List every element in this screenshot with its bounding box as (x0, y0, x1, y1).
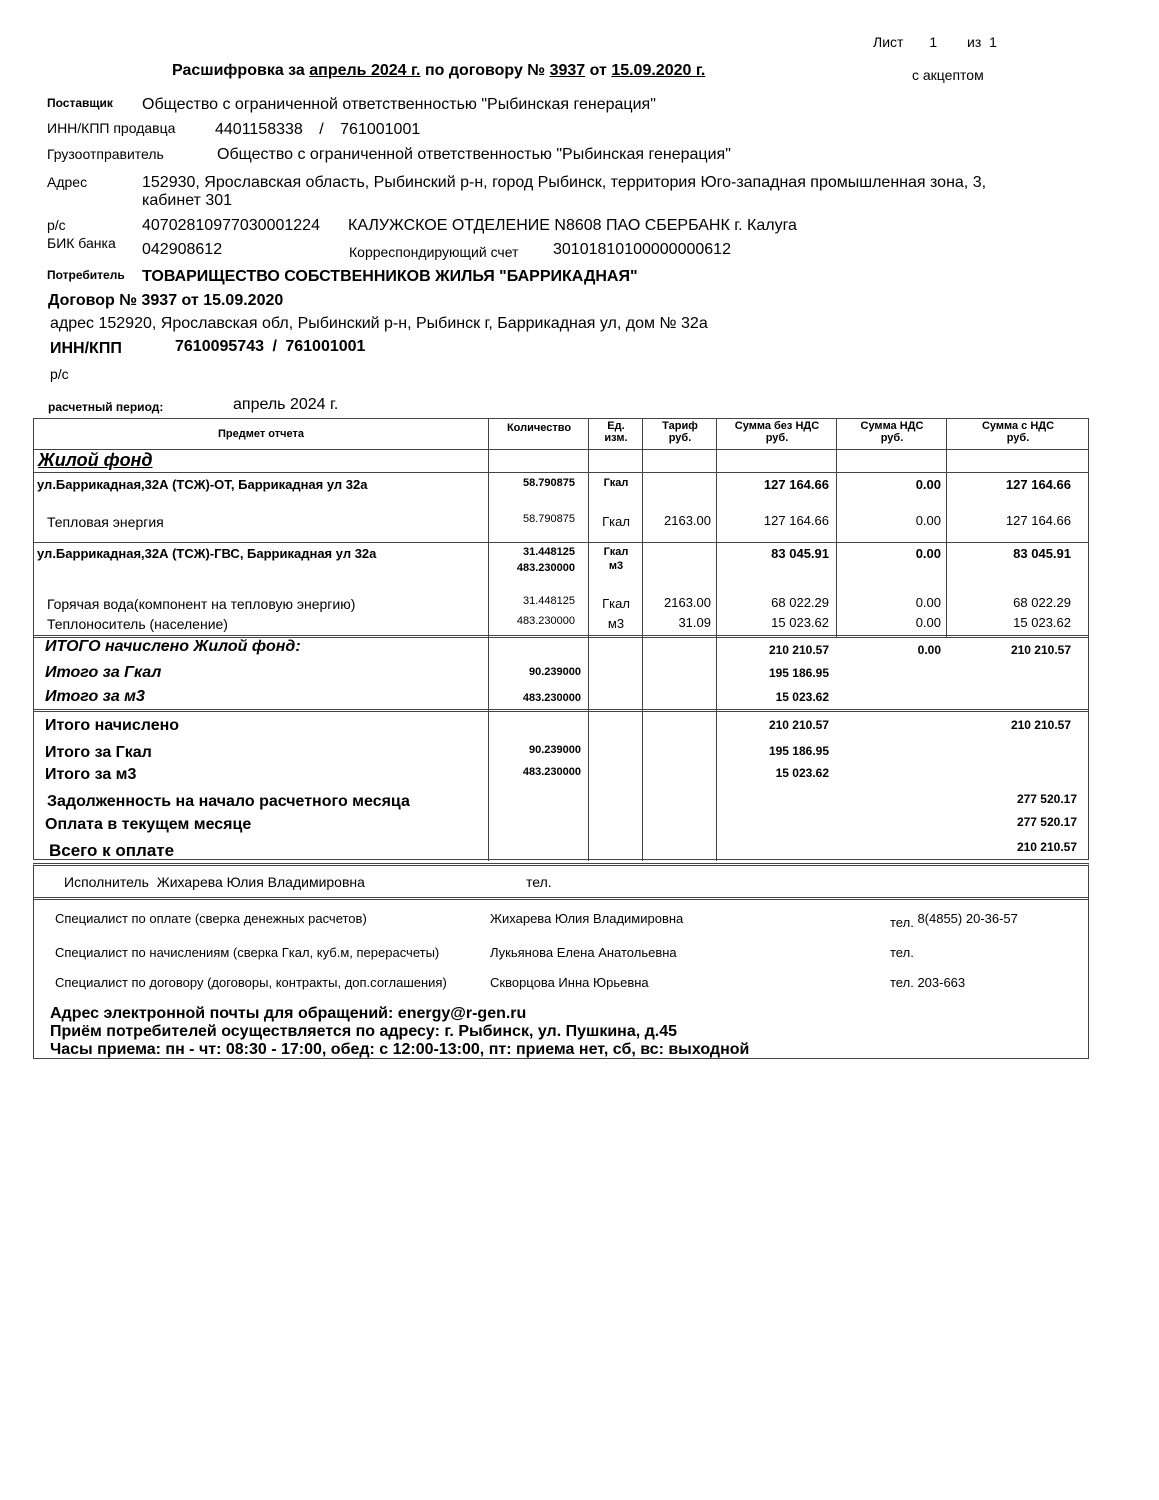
row-unit: м3 (607, 616, 625, 631)
supplier-address-line2: кабинет 301 (142, 192, 233, 209)
header-gross (947, 420, 1089, 444)
contact-role: Специалист по договору (договоры, контракты, доп.соглашения) (55, 975, 447, 990)
row-vat: 0.00 (915, 513, 941, 528)
account-label: р/с (47, 217, 66, 233)
row-gross: 68 022.29 (1013, 595, 1071, 610)
header-tariff (643, 420, 717, 444)
row-qty-secondary: 483.230000 (516, 562, 575, 574)
row-net: 68 022.29 (771, 595, 829, 610)
section-title: Жилой фонд (38, 450, 153, 470)
title-mid: по договору № (424, 62, 546, 79)
of-label: из (967, 34, 982, 50)
separator: / (272, 338, 277, 355)
executor (64, 874, 365, 890)
contact-role: Специалист по начислениям (сверка Гкал, куб.м, перерасчеты) (55, 945, 440, 960)
row-tariff: 2163.00 (664, 513, 711, 528)
title-from: от (589, 62, 607, 79)
period-value: апрель 2024 г. (233, 396, 339, 413)
tel-label: тел. (890, 945, 914, 960)
section-gcal-label: Итого за Гкал (45, 664, 162, 681)
consumer-kpp: 761001001 (285, 338, 366, 355)
row-unit: Гкал (602, 596, 630, 611)
section-gcal-net: 195 186.95 (768, 666, 829, 680)
row-net: 127 164.66 (763, 513, 829, 528)
executor-label: Исполнитель (64, 874, 149, 890)
section-total-label: ИТОГО начислено Жилой фонд: (45, 638, 301, 655)
period-label: расчетный период: (48, 400, 164, 414)
address-label: Адрес (47, 174, 88, 190)
supplier-bik: 042908612 (142, 241, 223, 258)
row-divider (34, 472, 1088, 473)
grand-m3-qty: 483.230000 (522, 766, 581, 778)
row-gross: 127 164.66 (1005, 513, 1071, 528)
row-gross: 127 164.66 (1005, 477, 1071, 492)
grand-total-gross: 210 210.57 (1010, 718, 1071, 732)
grand-gcal-qty: 90.239000 (529, 744, 581, 756)
row-net: 127 164.66 (763, 477, 829, 492)
tel-value: 8(4855) 20-36-57 (917, 911, 1018, 926)
header-unit (589, 420, 643, 444)
row-vat: 0.00 (915, 477, 941, 492)
row-unit-secondary: м3 (608, 560, 624, 572)
hours-line: Часы приема: пн - чт: 08:30 - 17:00, обед: с 12:00-13:00, пт: приема нет, сб, вс: выходной (50, 1041, 750, 1058)
header-tariff-line2: руб. (668, 432, 692, 444)
consumer-inn-kpp (175, 338, 365, 356)
consumer-address: адрес 152920, Ярославская обл, Рыбинский р-н, Рыбинск г, Баррикадная ул, дом № 32а (50, 315, 708, 332)
section-total-gross: 210 210.57 (1010, 643, 1071, 657)
row-qty: 58.790875 (523, 513, 575, 525)
paid-value: 277 520.17 (1016, 815, 1077, 829)
consumer-inn-label: ИНН/КПП (50, 340, 122, 357)
grand-m3-net: 15 023.62 (775, 766, 829, 780)
paid-label: Оплата в текущем месяце (45, 816, 252, 833)
supplier-inn-label: ИНН/КПП продавца (47, 120, 176, 136)
sheet-total: 1 (989, 34, 997, 50)
section-m3-label: Итого за м3 (45, 688, 145, 705)
grand-total-label: Итого начислено (45, 717, 180, 734)
supplier-inn-kpp (215, 121, 420, 139)
row-tariff: 2163.00 (664, 595, 711, 610)
row-divider (34, 449, 1088, 450)
row-name: Теплоноситель (население) (47, 616, 228, 632)
grand-total-net: 210 210.57 (768, 718, 829, 732)
title-contract-no: 3937 (549, 62, 586, 79)
contact-name: Скворцова Инна Юрьевна (490, 975, 649, 990)
separator: / (319, 121, 324, 138)
row-name: ул.Баррикадная,32А (ТСЖ)-ГВС, Баррикадная ул 32а (37, 546, 377, 561)
header-subject: Предмет отчета (218, 428, 304, 440)
debt-label: Задолженность на начало расчетного месяца (47, 793, 410, 810)
row-name: ул.Баррикадная,32А (ТСЖ)-ОТ, Баррикадная ул 32а (37, 477, 368, 492)
section-m3-qty: 483.230000 (522, 692, 581, 704)
executor-name: Жихарева Юлия Владимировна (156, 874, 365, 890)
header-net-line1: Сумма без НДС (734, 420, 820, 432)
row-qty: 31.448125 (523, 546, 575, 558)
page-title (172, 62, 705, 80)
contact-tel (890, 975, 965, 990)
row-divider (34, 709, 1088, 712)
row-qty: 31.448125 (523, 595, 575, 607)
header-tariff-line1: Тариф (662, 420, 698, 432)
supplier-name: Общество с ограниченной ответственностью "Рыбинская генерация" (142, 96, 656, 113)
grand-gcal-net: 195 186.95 (768, 744, 829, 758)
supplier-label: Поставщик (47, 96, 113, 110)
footer-info (50, 1005, 749, 1059)
row-unit: Гкал (603, 546, 629, 558)
row-qty: 58.790875 (523, 477, 575, 489)
due-value: 210 210.57 (1016, 840, 1077, 854)
supplier-inn: 4401158338 (215, 121, 303, 138)
consumer-account-label: р/с (50, 366, 69, 382)
supplier-account: 40702810977030001224 (142, 217, 320, 234)
grand-gcal-label: Итого за Гкал (45, 744, 152, 761)
header-vat-line1: Сумма НДС (860, 420, 924, 432)
header-vat-line2: руб. (880, 432, 904, 444)
row-vat: 0.00 (915, 595, 941, 610)
row-qty: 483.230000 (516, 615, 575, 627)
shipper-name: Общество с ограниченной ответственностью "Рыбинская генерация" (217, 146, 731, 163)
sheet-label: Лист (873, 34, 904, 50)
header-unit-line1: Ед. (607, 420, 625, 432)
contact-name: Жихарева Юлия Владимировна (490, 911, 684, 926)
shipper-label: Грузоотправитель (47, 146, 164, 162)
section-total-net: 210 210.57 (768, 643, 829, 657)
reception-line: Приём потребителей осуществляется по адресу: г. Рыбинск, ул. Пушкина, д.45 (50, 1023, 678, 1040)
header-qty: Количество (506, 422, 572, 434)
sheet-number: 1 (929, 34, 938, 50)
supplier-bank: КАЛУЖСКОЕ ОТДЕЛЕНИЕ N8608 ПАО СБЕРБАНК г. Калуга (348, 217, 797, 234)
corr-account-label: Корреспондирующий счет (349, 244, 519, 260)
email-line: Адрес электронной почты для обращений: energy@r-gen.ru (50, 1005, 527, 1022)
contact-tel (890, 945, 914, 960)
corr-account: 30101810100000000612 (553, 241, 731, 258)
header-net-line2: руб. (765, 432, 789, 444)
contact-role: Специалист по оплате (сверка денежных расчетов) (55, 911, 367, 926)
divider (34, 897, 1088, 900)
bik-label: БИК банка (47, 235, 116, 251)
row-vat: 0.00 (915, 546, 941, 561)
contact-name: Лукьянова Елена Анатольевна (490, 945, 677, 960)
section-m3-net: 15 023.62 (775, 690, 829, 704)
header-gross-line1: Сумма с НДС (981, 420, 1055, 432)
section-gcal-qty: 90.239000 (529, 666, 581, 678)
report-table (33, 418, 1089, 860)
executor-tel-label: тел. (526, 874, 552, 890)
row-vat: 0.00 (915, 615, 941, 630)
title-period: апрель 2024 г. (309, 62, 421, 79)
row-divider (34, 542, 1088, 543)
header-gross-line2: руб. (1006, 432, 1030, 444)
row-tariff: 31.09 (678, 615, 711, 630)
row-net: 15 023.62 (771, 615, 829, 630)
supplier-address-line1: 152930, Ярославская область, Рыбинский р-н, город Рыбинск, территория Юго-западная промышленная зона, 3, (142, 174, 987, 191)
consumer-name: ТОВАРИЩЕСТВО СОБСТВЕННИКОВ ЖИЛЬЯ "БАРРИКАДНАЯ" (142, 268, 638, 285)
due-label: Всего к оплате (49, 841, 175, 860)
row-gross: 83 045.91 (1013, 546, 1071, 561)
contact-tel (890, 911, 1018, 930)
consumer-contract: Договор № 3937 от 15.09.2020 (48, 292, 284, 309)
sheet-info (873, 34, 997, 50)
supplier-kpp: 761001001 (340, 121, 421, 138)
title-prefix: Расшифровка за (172, 62, 305, 79)
debt-value: 277 520.17 (1016, 792, 1077, 806)
row-net: 83 045.91 (771, 546, 829, 561)
tel-label: тел. (890, 975, 914, 990)
title-contract-date: 15.09.2020 г. (611, 62, 706, 79)
header-net (717, 420, 837, 444)
header-unit-line2: изм. (604, 432, 628, 444)
row-unit: Гкал (603, 477, 629, 489)
consumer-inn: 7610095743 (175, 338, 264, 355)
row-gross: 15 023.62 (1013, 615, 1071, 630)
header-vat (837, 420, 947, 444)
acceptance-note: с акцептом (912, 67, 984, 83)
consumer-label: Потребитель (47, 268, 125, 282)
tel-value: 203-663 (917, 975, 966, 990)
row-name: Тепловая энергия (47, 514, 164, 530)
section-total-vat: 0.00 (917, 643, 941, 657)
tel-label: тел. (890, 915, 914, 930)
grand-m3-label: Итого за м3 (45, 766, 137, 783)
contacts-box (33, 863, 1089, 1059)
row-name: Горячая вода(компонент на тепловую энергию) (47, 596, 356, 612)
row-unit: Гкал (602, 514, 630, 529)
